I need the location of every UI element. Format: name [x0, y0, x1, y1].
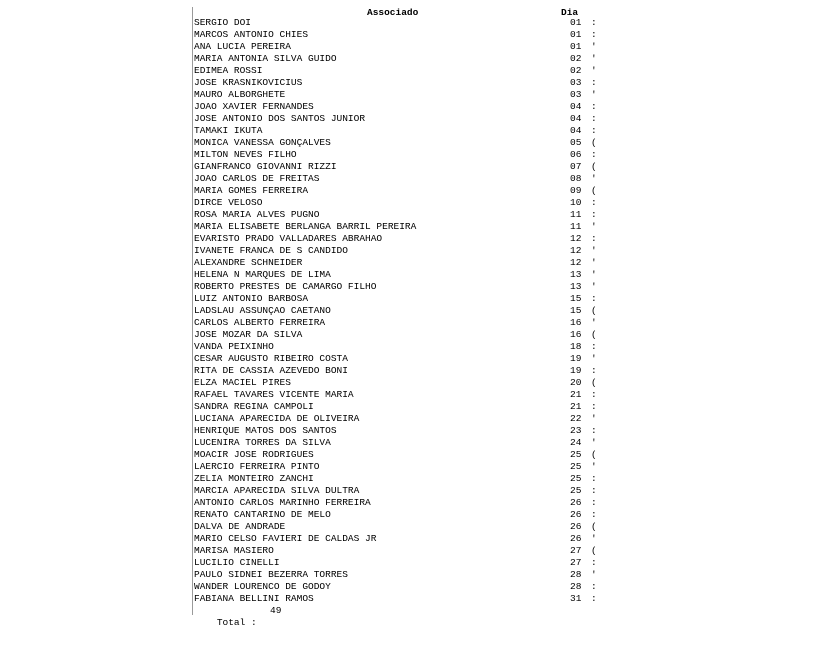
table-row [194, 305, 597, 317]
truncated-column-glyph: : [591, 77, 597, 88]
birthday-day: 11 [570, 209, 582, 220]
birthday-day: 15 [570, 293, 582, 304]
truncated-column-glyph: : [591, 341, 597, 352]
associate-name: MARIA GOMES FERREIRA [194, 185, 309, 196]
table-row [194, 317, 597, 329]
associate-name: CESAR AUGUSTO RIBEIRO COSTA [194, 353, 348, 364]
birthday-day: 20 [570, 377, 582, 388]
birthday-day: 31 [570, 593, 582, 604]
associate-name: ZELIA MONTEIRO ZANCHI [194, 473, 314, 484]
truncated-column-glyph: ' [591, 533, 597, 544]
associate-name: EDIMEA ROSSI [194, 65, 263, 76]
table-row [194, 413, 597, 425]
birthday-day: 25 [570, 485, 582, 496]
birthday-day: 13 [570, 269, 582, 280]
truncated-column-glyph: ' [591, 53, 597, 64]
total-count: 49 [270, 605, 282, 616]
truncated-column-glyph: : [591, 581, 597, 592]
table-row [194, 545, 597, 557]
table-row [194, 377, 597, 389]
birthday-day: 28 [570, 569, 582, 580]
truncated-column-glyph: : [591, 149, 597, 160]
birthday-day: 27 [570, 545, 582, 556]
total-line [194, 605, 282, 628]
truncated-column-glyph: : [591, 209, 597, 220]
birthday-day: 16 [570, 317, 582, 328]
table-row [194, 437, 597, 449]
associate-name: MARIA ANTONIA SILVA GUIDO [194, 53, 337, 64]
truncated-column-glyph: ( [591, 185, 597, 196]
truncated-column-glyph: ' [591, 353, 597, 364]
birthday-day: 04 [570, 125, 582, 136]
truncated-column-glyph: : [591, 401, 597, 412]
truncated-column-glyph: ' [591, 173, 597, 184]
associate-name: MARCIA APARECIDA SILVA DULTRA [194, 485, 360, 496]
birthday-day: 12 [570, 245, 582, 256]
birthday-day: 18 [570, 341, 582, 352]
truncated-column-glyph: ' [591, 437, 597, 448]
table-row [194, 461, 597, 473]
table-row [194, 341, 597, 353]
table-row [194, 137, 597, 149]
birthday-day: 26 [570, 497, 582, 508]
table-row [194, 125, 597, 137]
birthday-day: 01 [570, 17, 582, 28]
truncated-column-glyph: ' [591, 65, 597, 76]
truncated-column-glyph: ' [591, 269, 597, 280]
table-row [194, 353, 597, 365]
table-row [194, 329, 597, 341]
table-row [194, 533, 597, 545]
truncated-column-glyph: ' [591, 41, 597, 52]
table-row [194, 401, 597, 413]
truncated-column-glyph: ( [591, 377, 597, 388]
birthday-day: 26 [570, 521, 582, 532]
table-row [194, 17, 597, 29]
birthday-day: 12 [570, 233, 582, 244]
truncated-column-glyph: : [591, 101, 597, 112]
birthday-day: 25 [570, 473, 582, 484]
birthday-day: 03 [570, 89, 582, 100]
truncated-column-glyph: ( [591, 305, 597, 316]
table-row [194, 569, 597, 581]
truncated-column-glyph: : [591, 425, 597, 436]
associate-name: LUCENIRA TORRES DA SILVA [194, 437, 331, 448]
birthday-day: 25 [570, 449, 582, 460]
associate-name: DIRCE VELOSO [194, 197, 263, 208]
table-row [194, 509, 597, 521]
birthday-day: 09 [570, 185, 582, 196]
associate-name: ROBERTO PRESTES DE CAMARGO FILHO [194, 281, 377, 292]
table-row [194, 101, 597, 113]
associate-column-header: Associado [367, 7, 419, 18]
associate-name: CARLOS ALBERTO FERREIRA [194, 317, 326, 328]
table-row [194, 293, 597, 305]
associate-name: MARIA ELISABETE BERLANGA BARRIL PEREIRA [194, 221, 417, 232]
truncated-column-glyph: ' [591, 245, 597, 256]
truncated-column-glyph: : [591, 113, 597, 124]
birthday-day: 01 [570, 29, 582, 40]
birthday-day: 07 [570, 161, 582, 172]
truncated-column-glyph: ( [591, 329, 597, 340]
associate-name: LADSLAU ASSUNÇAO CAETANO [194, 305, 331, 316]
associate-name: MARCOS ANTONIO CHIES [194, 29, 309, 40]
table-row [194, 113, 597, 125]
associate-name: TAMAKI IKUTA [194, 125, 263, 136]
birthday-day: 02 [570, 53, 582, 64]
associate-name: JOAO XAVIER FERNANDES [194, 101, 314, 112]
total-label: Total : [216, 617, 257, 628]
associate-name: JOSE KRASNIKOVICIUS [194, 77, 303, 88]
associate-name: MONICA VANESSA GONÇALVES [194, 137, 331, 148]
birthday-day: 12 [570, 257, 582, 268]
associate-name: LUCIANA APARECIDA DE OLIVEIRA [194, 413, 360, 424]
birthday-day: 24 [570, 437, 582, 448]
birthday-day: 15 [570, 305, 582, 316]
birthday-day: 02 [570, 65, 582, 76]
table-row [194, 245, 597, 257]
associate-name: IVANETE FRANCA DE S CANDIDO [194, 245, 348, 256]
truncated-column-glyph: ( [591, 449, 597, 460]
table-row [194, 365, 597, 377]
birthday-day: 23 [570, 425, 582, 436]
table-row [194, 185, 597, 197]
birthday-day: 10 [570, 197, 582, 208]
birthday-day: 11 [570, 221, 582, 232]
table-row [194, 425, 597, 437]
associate-name: MAURO ALBORGHETE [194, 89, 286, 100]
birthday-day: 19 [570, 353, 582, 364]
associate-name: MARISA MASIERO [194, 545, 274, 556]
associate-name: RAFAEL TAVARES VICENTE MARIA [194, 389, 354, 400]
associate-name: ROSA MARIA ALVES PUGNO [194, 209, 320, 220]
table-row [194, 497, 597, 509]
table-row [194, 221, 597, 233]
birthday-day: 05 [570, 137, 582, 148]
birthday-day: 01 [570, 41, 582, 52]
associate-name: HELENA N MARQUES DE LIMA [194, 269, 331, 280]
birthday-day: 21 [570, 401, 582, 412]
birthday-day: 08 [570, 173, 582, 184]
birthday-day: 26 [570, 533, 582, 544]
truncated-column-glyph: ' [591, 461, 597, 472]
table-row [194, 41, 597, 53]
table-row [194, 77, 597, 89]
birthday-day: 04 [570, 101, 582, 112]
truncated-column-glyph: : [591, 557, 597, 568]
birthday-day: 19 [570, 365, 582, 376]
table-row [194, 281, 597, 293]
associate-name: EVARISTO PRADO VALLADARES ABRAHAO [194, 233, 383, 244]
associate-name: SANDRA REGINA CAMPOLI [194, 401, 314, 412]
truncated-column-glyph: ( [591, 137, 597, 148]
associate-name: JOSE ANTONIO DOS SANTOS JUNIOR [194, 113, 366, 124]
birthday-day: 25 [570, 461, 582, 472]
table-row [194, 89, 597, 101]
truncated-column-glyph: : [591, 485, 597, 496]
day-column-header: Dia [561, 7, 579, 18]
truncated-column-glyph: ' [591, 569, 597, 580]
birthday-day: 16 [570, 329, 582, 340]
table-row [194, 161, 597, 173]
table-row [194, 593, 597, 605]
table-row [194, 53, 597, 65]
birthday-day: 28 [570, 581, 582, 592]
associate-name: MOACIR JOSE RODRIGUES [194, 449, 314, 460]
associate-name: MILTON NEVES FILHO [194, 149, 297, 160]
associate-name: MARIO CELSO FAVIERI DE CALDAS JR [194, 533, 377, 544]
associate-name: LUIZ ANTONIO BARBOSA [194, 293, 309, 304]
table-row [194, 149, 597, 161]
table-row [194, 29, 597, 41]
associate-name: RENATO CANTARINO DE MELO [194, 509, 331, 520]
birthday-day: 21 [570, 389, 582, 400]
truncated-column-glyph: : [591, 365, 597, 376]
associate-name: HENRIQUE MATOS DOS SANTOS [194, 425, 337, 436]
associate-list [194, 17, 597, 605]
table-row [194, 557, 597, 569]
truncated-column-glyph: ' [591, 317, 597, 328]
table-row [194, 65, 597, 77]
birthday-day: 06 [570, 149, 582, 160]
associate-name: JOAO CARLOS DE FREITAS [194, 173, 320, 184]
table-row [194, 389, 597, 401]
associate-name: FABIANA BELLINI RAMOS [194, 593, 314, 604]
associate-name: GIANFRANCO GIOVANNI RIZZI [194, 161, 337, 172]
truncated-column-glyph: : [591, 473, 597, 484]
table-row [194, 233, 597, 245]
birthday-day: 13 [570, 281, 582, 292]
truncated-column-glyph: ' [591, 221, 597, 232]
birthday-day: 27 [570, 557, 582, 568]
truncated-column-glyph: ' [591, 89, 597, 100]
associate-name: VANDA PEIXINHO [194, 341, 274, 352]
associate-name: ANA LUCIA PEREIRA [194, 41, 291, 52]
truncated-column-glyph: ' [591, 413, 597, 424]
table-row [194, 473, 597, 485]
truncated-column-glyph: : [591, 233, 597, 244]
table-row [194, 485, 597, 497]
birthday-day: 22 [570, 413, 582, 424]
associate-name: ANTONIO CARLOS MARINHO FERREIRA [194, 497, 371, 508]
truncated-column-glyph: : [591, 29, 597, 40]
associates-birthday-report [192, 7, 597, 628]
truncated-column-glyph: : [591, 509, 597, 520]
table-row [194, 581, 597, 593]
associate-name: LUCILIO CINELLI [194, 557, 280, 568]
table-row [194, 449, 597, 461]
truncated-column-glyph: : [591, 125, 597, 136]
truncated-column-glyph: ( [591, 545, 597, 556]
associate-name: ELZA MACIEL PIRES [194, 377, 291, 388]
truncated-column-glyph: ( [591, 161, 597, 172]
table-row [194, 269, 597, 281]
associate-name: LAERCIO FERREIRA PINTO [194, 461, 320, 472]
table-row [194, 197, 597, 209]
associate-name: SERGIO DOI [194, 17, 252, 28]
associate-name: ALEXANDRE SCHNEIDER [194, 257, 303, 268]
birthday-day: 26 [570, 509, 582, 520]
truncated-column-glyph: : [591, 293, 597, 304]
truncated-column-glyph: : [591, 389, 597, 400]
table-row [194, 173, 597, 185]
associate-name: PAULO SIDNEI BEZERRA TORRES [194, 569, 348, 580]
table-row [194, 257, 597, 269]
truncated-column-glyph: ( [591, 521, 597, 532]
table-row [194, 521, 597, 533]
birthday-day: 03 [570, 77, 582, 88]
associate-name: WANDER LOURENCO DE GODOY [194, 581, 331, 592]
truncated-column-glyph: ' [591, 257, 597, 268]
truncated-column-glyph: : [591, 593, 597, 604]
truncated-column-glyph: : [591, 197, 597, 208]
associate-name: RITA DE CASSIA AZEVEDO BONI [194, 365, 348, 376]
birthday-day: 04 [570, 113, 582, 124]
truncated-column-glyph: ' [591, 281, 597, 292]
truncated-column-glyph: : [591, 497, 597, 508]
associate-name: DALVA DE ANDRADE [194, 521, 286, 532]
table-row [194, 209, 597, 221]
truncated-column-glyph: : [591, 17, 597, 28]
associate-name: JOSE MOZAR DA SILVA [194, 329, 303, 340]
